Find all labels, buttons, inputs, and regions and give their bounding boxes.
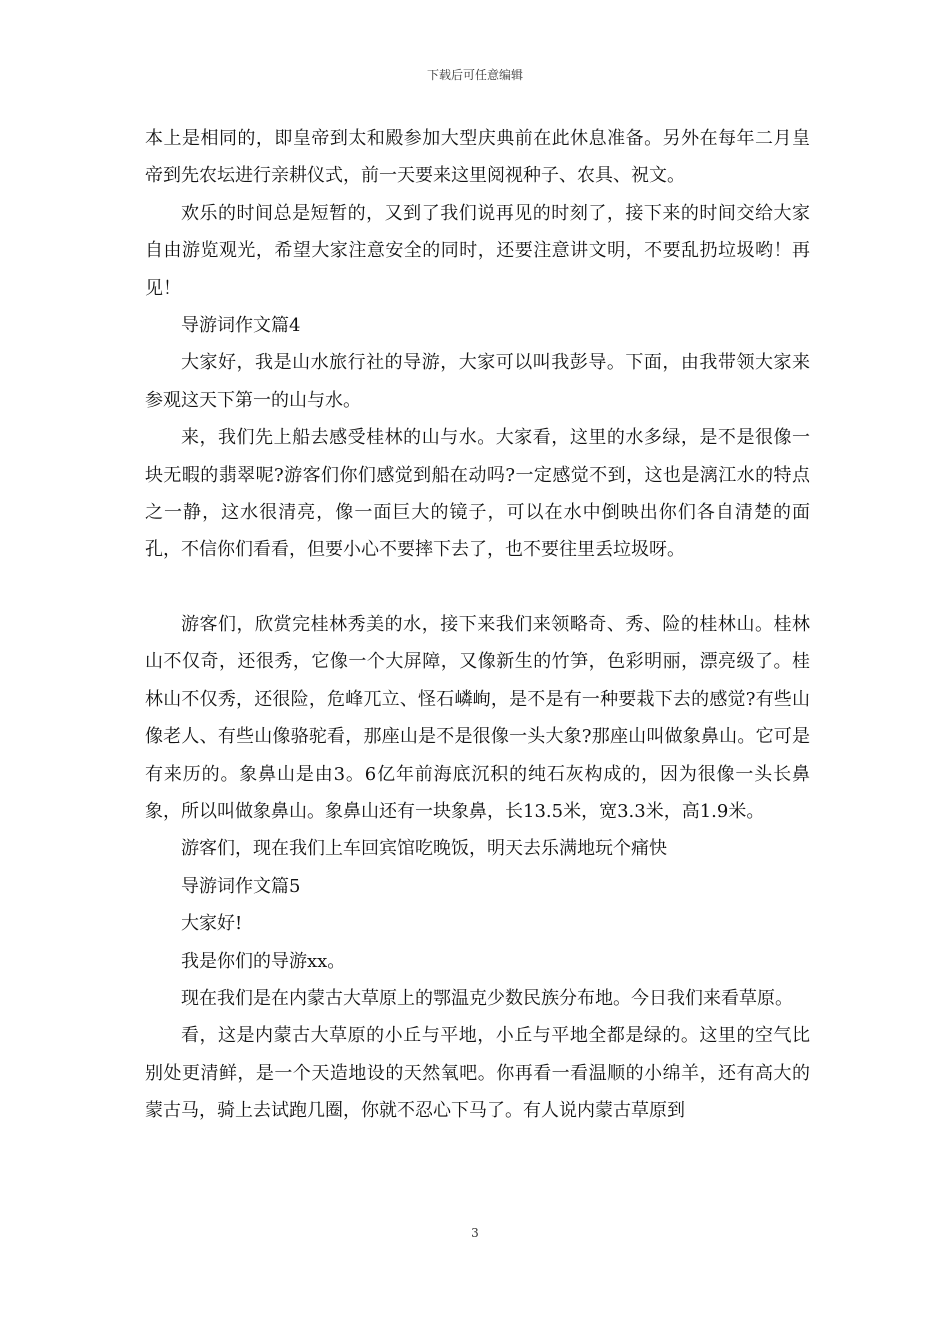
document-body <box>145 120 810 1130</box>
paragraph: 看，这是内蒙古大草原的小丘与平地，小丘与平地全都是绿的。这里的空气比别处更清鲜，是一个天造地设的天然氧吧。你再看一看温顺的小绵羊，还有高大的蒙古马，骑上去试跑几圈，你就不忍心下马了。有人说内蒙古草原到 <box>145 1025 810 1122</box>
paragraph: 游客们，现在我们上车回宾馆吃晚饭，明天去乐满地玩个痛快 <box>181 838 667 860</box>
blank-line <box>145 569 810 606</box>
paragraph: 游客们，欣赏完桂林秀美的水，接下来我们来领略奇、秀、险的桂林山。桂林山不仅奇，还很秀，它像一个大屏障，又像新生的竹笋，色彩明丽，漂亮级了。桂林山不仅秀，还很险，危峰兀立、怪石嶙峋，是不是有一种要栽下去的感觉?有些山像老人、有些山像骆驼看，那座山是不是很像一头大象?那座山叫做象鼻山。它可是有来历的。象鼻山是由3。6亿年前海底沉积的纯石灰构成的，因为很像一头长鼻象，所以叫做象鼻山。象鼻山还有一块象鼻，长13.5米，宽3.3米，高1.9米。 <box>145 613 810 822</box>
paragraph: 现在我们是在内蒙古大草原上的鄂温克少数民族分布地。今日我们来看草原。 <box>181 987 793 1009</box>
page-header: 下载后可任意编辑 <box>426 68 523 82</box>
paragraph: 大家好，我是山水旅行社的导游，大家可以叫我彭导。下面，由我带领大家来参观这天下第一的山与水。 <box>145 352 810 411</box>
paragraph: 来，我们先上船去感受桂林的山与水。大家看，这里的水多绿，是不是很像一块无暇的翡翠呢?游客们你们感觉到船在动吗?一定感觉不到，这也是漓江水的特点之一静，这水很清亮，像一面巨大的镜子，可以在水中倒映出你们各自清楚的面孔，不信你们看看，但要小心不要摔下去了，也不要往里丢垃圾呀。 <box>145 427 810 561</box>
paragraph-continuation: 本上是相同的，即皇帝到太和殿参加大型庆典前在此休息准备。另外在每年二月皇帝到先农坛进行亲耕仪式，前一天要来这里阅视种子、农具、祝文。 <box>145 128 810 187</box>
section-heading: 导游词作文篇4 <box>181 315 301 337</box>
paragraph: 我是你们的导游xx。 <box>181 950 346 972</box>
page-number: 3 <box>471 1226 479 1240</box>
paragraph: 大家好! <box>181 913 243 935</box>
paragraph: 欢乐的时间总是短暂的，又到了我们说再见的时刻了，接下来的时间交给大家自由游览观光，希望大家注意安全的同时，还要注意讲文明，不要乱扔垃圾哟！再见！ <box>145 202 810 299</box>
section-heading: 导游词作文篇5 <box>181 875 301 897</box>
